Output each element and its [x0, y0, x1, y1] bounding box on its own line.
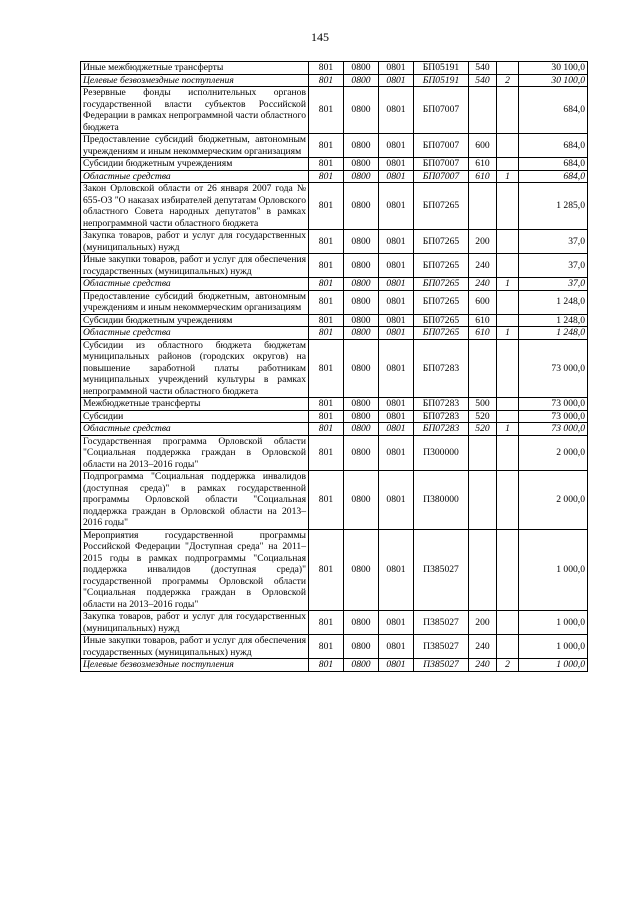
cell-ministry-code: 801 [309, 314, 344, 327]
cell-ministry-code: 801 [309, 529, 344, 611]
cell-amount: 1 000,0 [519, 659, 588, 672]
cell-expense-type: 200 [469, 230, 497, 254]
cell-ministry-code: 801 [309, 435, 344, 471]
table-row [81, 183, 588, 230]
cell-subsection-code: 0801 [379, 339, 414, 398]
cell-subsection-code: 0801 [379, 278, 414, 291]
cell-subsection-code: 0801 [379, 529, 414, 611]
cell-target-code: П380000 [414, 471, 469, 530]
cell-source-code [497, 62, 519, 75]
cell-expense-type: 540 [469, 62, 497, 75]
cell-source-code [497, 529, 519, 611]
cell-section-code: 0800 [344, 423, 379, 436]
cell-section-code: 0800 [344, 87, 379, 134]
cell-expense-type: 610 [469, 170, 497, 183]
table-row [81, 74, 588, 87]
row-name: Межбюджетные трансферты [81, 398, 309, 411]
cell-amount: 1 248,0 [519, 327, 588, 340]
cell-expense-type: 540 [469, 74, 497, 87]
cell-section-code: 0800 [344, 230, 379, 254]
row-name: Резервные фонды исполнительных органов государственной власти субъектов Российской Федерации в рамках непрограммной части областного бюджета [81, 87, 309, 134]
cell-amount: 684,0 [519, 134, 588, 158]
cell-section-code: 0800 [344, 314, 379, 327]
cell-section-code: 0800 [344, 74, 379, 87]
cell-source-code [497, 635, 519, 659]
cell-amount: 37,0 [519, 230, 588, 254]
cell-section-code: 0800 [344, 659, 379, 672]
cell-section-code: 0800 [344, 183, 379, 230]
table-row [81, 435, 588, 471]
cell-section-code: 0800 [344, 278, 379, 291]
cell-ministry-code: 801 [309, 74, 344, 87]
cell-amount: 684,0 [519, 87, 588, 134]
row-name: Субсидии бюджетным учреждениям [81, 314, 309, 327]
cell-source-code [497, 183, 519, 230]
row-name: Мероприятия государственной программы Российской Федерации "Доступная среда" на 2011–2015 годы в рамках подпрограммы "Социальная поддержка инвалидов (доступная среда)" государственной программы Орловской области "Социальная поддержка граждан в Орловской области на 2013–2016 годы" [81, 529, 309, 611]
page-number: 145 [311, 30, 329, 44]
table-row [81, 471, 588, 530]
table-row [81, 87, 588, 134]
cell-amount: 73 000,0 [519, 410, 588, 423]
cell-subsection-code: 0801 [379, 230, 414, 254]
table-row [81, 659, 588, 672]
cell-amount: 1 000,0 [519, 635, 588, 659]
cell-expense-type: 610 [469, 158, 497, 171]
cell-subsection-code: 0801 [379, 87, 414, 134]
table-row [81, 290, 588, 314]
cell-subsection-code: 0801 [379, 327, 414, 340]
row-name: Иные закупки товаров, работ и услуг для обеспечения государственных (муниципальных) нужд [81, 635, 309, 659]
cell-section-code: 0800 [344, 327, 379, 340]
cell-source-code [497, 611, 519, 635]
cell-subsection-code: 0801 [379, 398, 414, 411]
budget-table [80, 61, 588, 672]
cell-target-code: БП07007 [414, 134, 469, 158]
cell-subsection-code: 0801 [379, 435, 414, 471]
cell-subsection-code: 0801 [379, 183, 414, 230]
cell-ministry-code: 801 [309, 254, 344, 278]
row-name: Областные средства [81, 170, 309, 183]
row-name: Целевые безвозмездные поступления [81, 659, 309, 672]
cell-ministry-code: 801 [309, 183, 344, 230]
table-row [81, 635, 588, 659]
cell-ministry-code: 801 [309, 471, 344, 530]
cell-source-code [497, 339, 519, 398]
cell-subsection-code: 0801 [379, 158, 414, 171]
cell-target-code: БП07007 [414, 170, 469, 183]
table-row [81, 278, 588, 291]
row-name: Подпрограмма "Социальная поддержка инвалидов (доступная среда)" в рамках государственной программы Орловской области "Социальная поддержка граждан в Орловской области на 2013–2016 годы" [81, 471, 309, 530]
cell-expense-type: 240 [469, 635, 497, 659]
cell-expense-type: 600 [469, 134, 497, 158]
row-name: Предоставление субсидий бюджетным, автономным учреждениям и иным некоммерческим организациям [81, 134, 309, 158]
cell-subsection-code: 0801 [379, 254, 414, 278]
cell-source-code [497, 290, 519, 314]
cell-source-code [497, 87, 519, 134]
cell-amount: 37,0 [519, 278, 588, 291]
cell-section-code: 0800 [344, 62, 379, 75]
cell-expense-type: 610 [469, 314, 497, 327]
cell-expense-type: 200 [469, 611, 497, 635]
cell-target-code: БП05191 [414, 62, 469, 75]
cell-section-code: 0800 [344, 254, 379, 278]
cell-ministry-code: 801 [309, 158, 344, 171]
cell-source-code: 2 [497, 659, 519, 672]
row-name: Целевые безвозмездные поступления [81, 74, 309, 87]
row-name: Иные межбюджетные трансферты [81, 62, 309, 75]
cell-expense-type: 240 [469, 278, 497, 291]
cell-target-code: П385027 [414, 529, 469, 611]
row-name: Закупка товаров, работ и услуг для государственных (муниципальных) нужд [81, 611, 309, 635]
row-name: Иные закупки товаров, работ и услуг для обеспечения государственных (муниципальных) нужд [81, 254, 309, 278]
cell-target-code: БП07283 [414, 423, 469, 436]
cell-ministry-code: 801 [309, 423, 344, 436]
cell-subsection-code: 0801 [379, 471, 414, 530]
cell-source-code [497, 471, 519, 530]
cell-target-code: БП07265 [414, 230, 469, 254]
cell-target-code: БП07265 [414, 314, 469, 327]
cell-amount: 1 248,0 [519, 314, 588, 327]
cell-source-code: 1 [497, 423, 519, 436]
table-row [81, 254, 588, 278]
cell-source-code [497, 314, 519, 327]
cell-section-code: 0800 [344, 635, 379, 659]
cell-target-code: БП07007 [414, 158, 469, 171]
table-row [81, 339, 588, 398]
row-name: Субсидии из областного бюджета бюджетам муниципальных районов (городских округов) на повышение заработной платы работникам муниципальных учреждений культуры в рамках непрограммной части областного бюджета [81, 339, 309, 398]
table-row [81, 314, 588, 327]
cell-section-code: 0800 [344, 611, 379, 635]
cell-amount: 73 000,0 [519, 423, 588, 436]
cell-target-code: БП05191 [414, 74, 469, 87]
cell-ministry-code: 801 [309, 170, 344, 183]
cell-amount: 1 248,0 [519, 290, 588, 314]
cell-source-code [497, 158, 519, 171]
cell-ministry-code: 801 [309, 410, 344, 423]
cell-source-code [497, 134, 519, 158]
cell-expense-type [469, 471, 497, 530]
cell-ministry-code: 801 [309, 87, 344, 134]
cell-section-code: 0800 [344, 170, 379, 183]
cell-expense-type: 520 [469, 410, 497, 423]
cell-target-code: БП07007 [414, 87, 469, 134]
cell-target-code: П385027 [414, 611, 469, 635]
cell-section-code: 0800 [344, 398, 379, 411]
table-row [81, 158, 588, 171]
cell-expense-type: 240 [469, 659, 497, 672]
cell-section-code: 0800 [344, 410, 379, 423]
row-name: Субсидии [81, 410, 309, 423]
table-row [81, 611, 588, 635]
cell-section-code: 0800 [344, 134, 379, 158]
cell-ministry-code: 801 [309, 327, 344, 340]
row-name: Областные средства [81, 278, 309, 291]
cell-subsection-code: 0801 [379, 314, 414, 327]
cell-target-code: П300000 [414, 435, 469, 471]
cell-source-code [497, 254, 519, 278]
cell-section-code: 0800 [344, 471, 379, 530]
cell-target-code: БП07283 [414, 339, 469, 398]
cell-expense-type [469, 529, 497, 611]
cell-target-code: БП07283 [414, 410, 469, 423]
cell-ministry-code: 801 [309, 230, 344, 254]
cell-amount: 73 000,0 [519, 398, 588, 411]
cell-expense-type: 240 [469, 254, 497, 278]
cell-subsection-code: 0801 [379, 62, 414, 75]
cell-source-code: 2 [497, 74, 519, 87]
table-row [81, 410, 588, 423]
cell-expense-type [469, 87, 497, 134]
row-name: Государственная программа Орловской области "Социальная поддержка граждан в Орловской области на 2013–2016 годы" [81, 435, 309, 471]
cell-source-code: 1 [497, 327, 519, 340]
cell-source-code: 1 [497, 170, 519, 183]
cell-expense-type [469, 435, 497, 471]
cell-subsection-code: 0801 [379, 74, 414, 87]
cell-amount: 1 000,0 [519, 611, 588, 635]
cell-target-code: П385027 [414, 659, 469, 672]
table-body [81, 62, 588, 672]
cell-target-code: БП07265 [414, 290, 469, 314]
cell-amount: 30 100,0 [519, 62, 588, 75]
table-row [81, 529, 588, 611]
cell-ministry-code: 801 [309, 611, 344, 635]
cell-expense-type: 610 [469, 327, 497, 340]
table-row [81, 398, 588, 411]
cell-expense-type [469, 339, 497, 398]
cell-ministry-code: 801 [309, 398, 344, 411]
cell-expense-type: 520 [469, 423, 497, 436]
table-row [81, 170, 588, 183]
cell-source-code [497, 398, 519, 411]
table-row [81, 134, 588, 158]
table-row [81, 62, 588, 75]
table-row [81, 230, 588, 254]
cell-expense-type: 500 [469, 398, 497, 411]
cell-ministry-code: 801 [309, 290, 344, 314]
cell-section-code: 0800 [344, 435, 379, 471]
cell-expense-type [469, 183, 497, 230]
cell-source-code: 1 [497, 278, 519, 291]
cell-subsection-code: 0801 [379, 635, 414, 659]
cell-section-code: 0800 [344, 158, 379, 171]
cell-target-code: БП07265 [414, 183, 469, 230]
cell-section-code: 0800 [344, 529, 379, 611]
cell-subsection-code: 0801 [379, 423, 414, 436]
cell-target-code: БП07265 [414, 278, 469, 291]
cell-section-code: 0800 [344, 290, 379, 314]
row-name: Предоставление субсидий бюджетным, автономным учреждениям и иным некоммерческим организациям [81, 290, 309, 314]
cell-source-code [497, 230, 519, 254]
cell-ministry-code: 801 [309, 339, 344, 398]
row-name: Закон Орловской области от 26 января 2007 года № 655-ОЗ "О наказах избирателей депутатам Орловского областного Совета народных депутатов" в рамках непрограммной части областного бюджета [81, 183, 309, 230]
cell-target-code: П385027 [414, 635, 469, 659]
cell-ministry-code: 801 [309, 134, 344, 158]
cell-subsection-code: 0801 [379, 410, 414, 423]
cell-ministry-code: 801 [309, 659, 344, 672]
cell-amount: 684,0 [519, 158, 588, 171]
cell-amount: 684,0 [519, 170, 588, 183]
table-row [81, 327, 588, 340]
cell-source-code [497, 410, 519, 423]
cell-ministry-code: 801 [309, 635, 344, 659]
cell-subsection-code: 0801 [379, 611, 414, 635]
cell-target-code: БП07283 [414, 398, 469, 411]
cell-source-code [497, 435, 519, 471]
row-name: Субсидии бюджетным учреждениям [81, 158, 309, 171]
cell-amount: 1 000,0 [519, 529, 588, 611]
cell-expense-type: 600 [469, 290, 497, 314]
cell-subsection-code: 0801 [379, 659, 414, 672]
cell-amount: 37,0 [519, 254, 588, 278]
cell-amount: 2 000,0 [519, 471, 588, 530]
cell-ministry-code: 801 [309, 62, 344, 75]
table-row [81, 423, 588, 436]
cell-subsection-code: 0801 [379, 170, 414, 183]
cell-target-code: БП07265 [414, 254, 469, 278]
row-name: Областные средства [81, 423, 309, 436]
cell-ministry-code: 801 [309, 278, 344, 291]
row-name: Областные средства [81, 327, 309, 340]
cell-amount: 2 000,0 [519, 435, 588, 471]
cell-subsection-code: 0801 [379, 290, 414, 314]
cell-amount: 73 000,0 [519, 339, 588, 398]
cell-amount: 30 100,0 [519, 74, 588, 87]
cell-subsection-code: 0801 [379, 134, 414, 158]
cell-section-code: 0800 [344, 339, 379, 398]
row-name: Закупка товаров, работ и услуг для государственных (муниципальных) нужд [81, 230, 309, 254]
cell-target-code: БП07265 [414, 327, 469, 340]
cell-amount: 1 285,0 [519, 183, 588, 230]
